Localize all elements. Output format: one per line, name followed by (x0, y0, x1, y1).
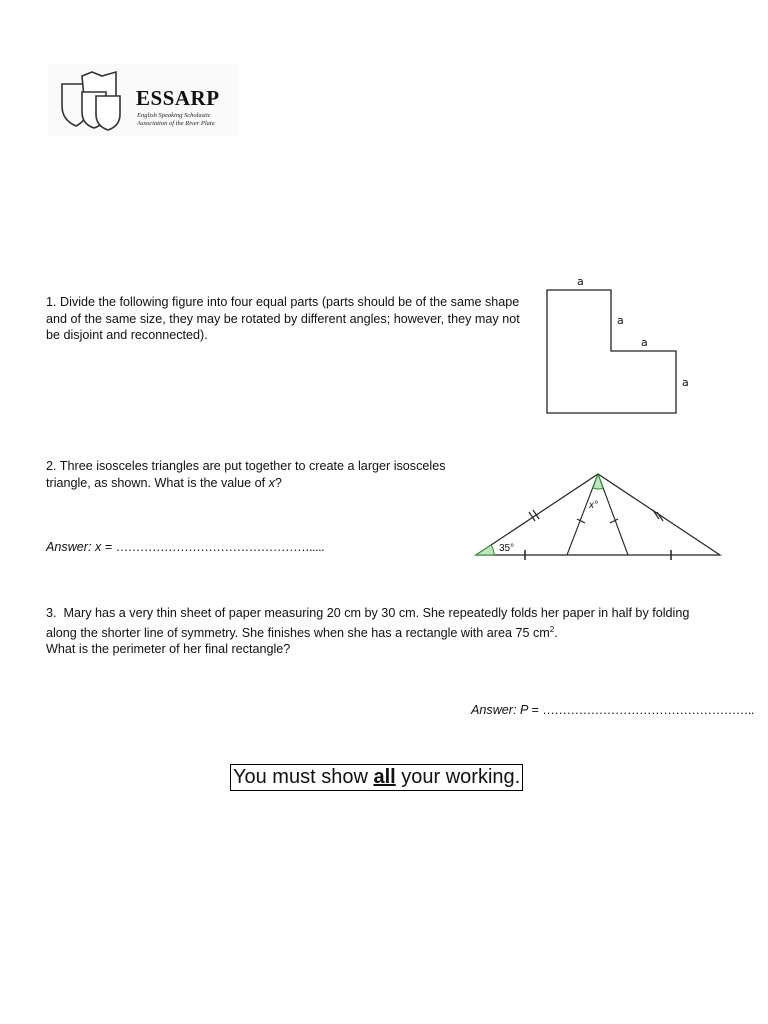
logo-subtitle-line1: English Speaking Scholastic (137, 112, 211, 119)
question-3-line-3: What is the perimeter of her final rectangle? (46, 642, 291, 657)
logo-title: ESSARP (136, 86, 220, 110)
answer-line-q2 (46, 540, 324, 554)
question-variable: x (268, 475, 275, 490)
question-2 (46, 458, 466, 491)
figure-label-a-step: a (641, 336, 648, 349)
working-notice (230, 764, 523, 791)
shield-icon (58, 68, 138, 138)
superscript: 2 (549, 624, 555, 634)
logo-subtitle-line2: Association of the River Plate (137, 120, 215, 127)
notice-emphasis: all (373, 766, 396, 788)
question-number: 3. (46, 606, 57, 620)
question-number: 1. (46, 295, 57, 309)
answer-label: Answer: P = (471, 703, 543, 717)
question-text: Mary has a very thin sheet of paper measuring 20 cm by 30 cm. She repeatedly folds her paper in half by folding (63, 606, 690, 620)
notice-text-end: your working. (395, 766, 521, 788)
question-text-end: . (554, 625, 558, 640)
answer-line-q3 (471, 703, 754, 717)
isosceles-triangles-figure (472, 466, 728, 566)
question-3-line-2 (46, 622, 726, 642)
angle-label-35: 35° (499, 543, 515, 554)
question-text: along the shorter line of symmetry. She finishes when she has a rectangle with area 75 cm (46, 625, 550, 640)
logo-subtitle (137, 112, 215, 128)
question-text: Divide the following figure into four equal parts (parts should be of the same shape and of the same size, they may be rotated by different angles; however, they may not be disjoint and reconnected). (46, 295, 520, 342)
l-shape-figure (540, 270, 720, 420)
answer-blank[interactable]: …………………………………………….. (542, 703, 754, 717)
question-1 (46, 294, 536, 344)
question-3-line-1 (46, 605, 726, 622)
figure-label-a-right-lower: a (682, 376, 689, 389)
answer-blank[interactable]: …………………………………………..... (115, 540, 325, 554)
question-text: Three isosceles triangles are put together to create a larger isosceles triangle, as shown. What is the value of (46, 459, 446, 490)
answer-label: Answer: x = (46, 540, 116, 554)
figure-label-a-top: a (577, 275, 584, 288)
question-text-end: ? (274, 475, 282, 490)
question-3 (46, 605, 726, 658)
figure-label-a-right-upper: a (617, 314, 624, 327)
question-number: 2. (46, 459, 57, 473)
notice-text: You must show (233, 766, 374, 788)
angle-label-x: x° (589, 500, 598, 511)
